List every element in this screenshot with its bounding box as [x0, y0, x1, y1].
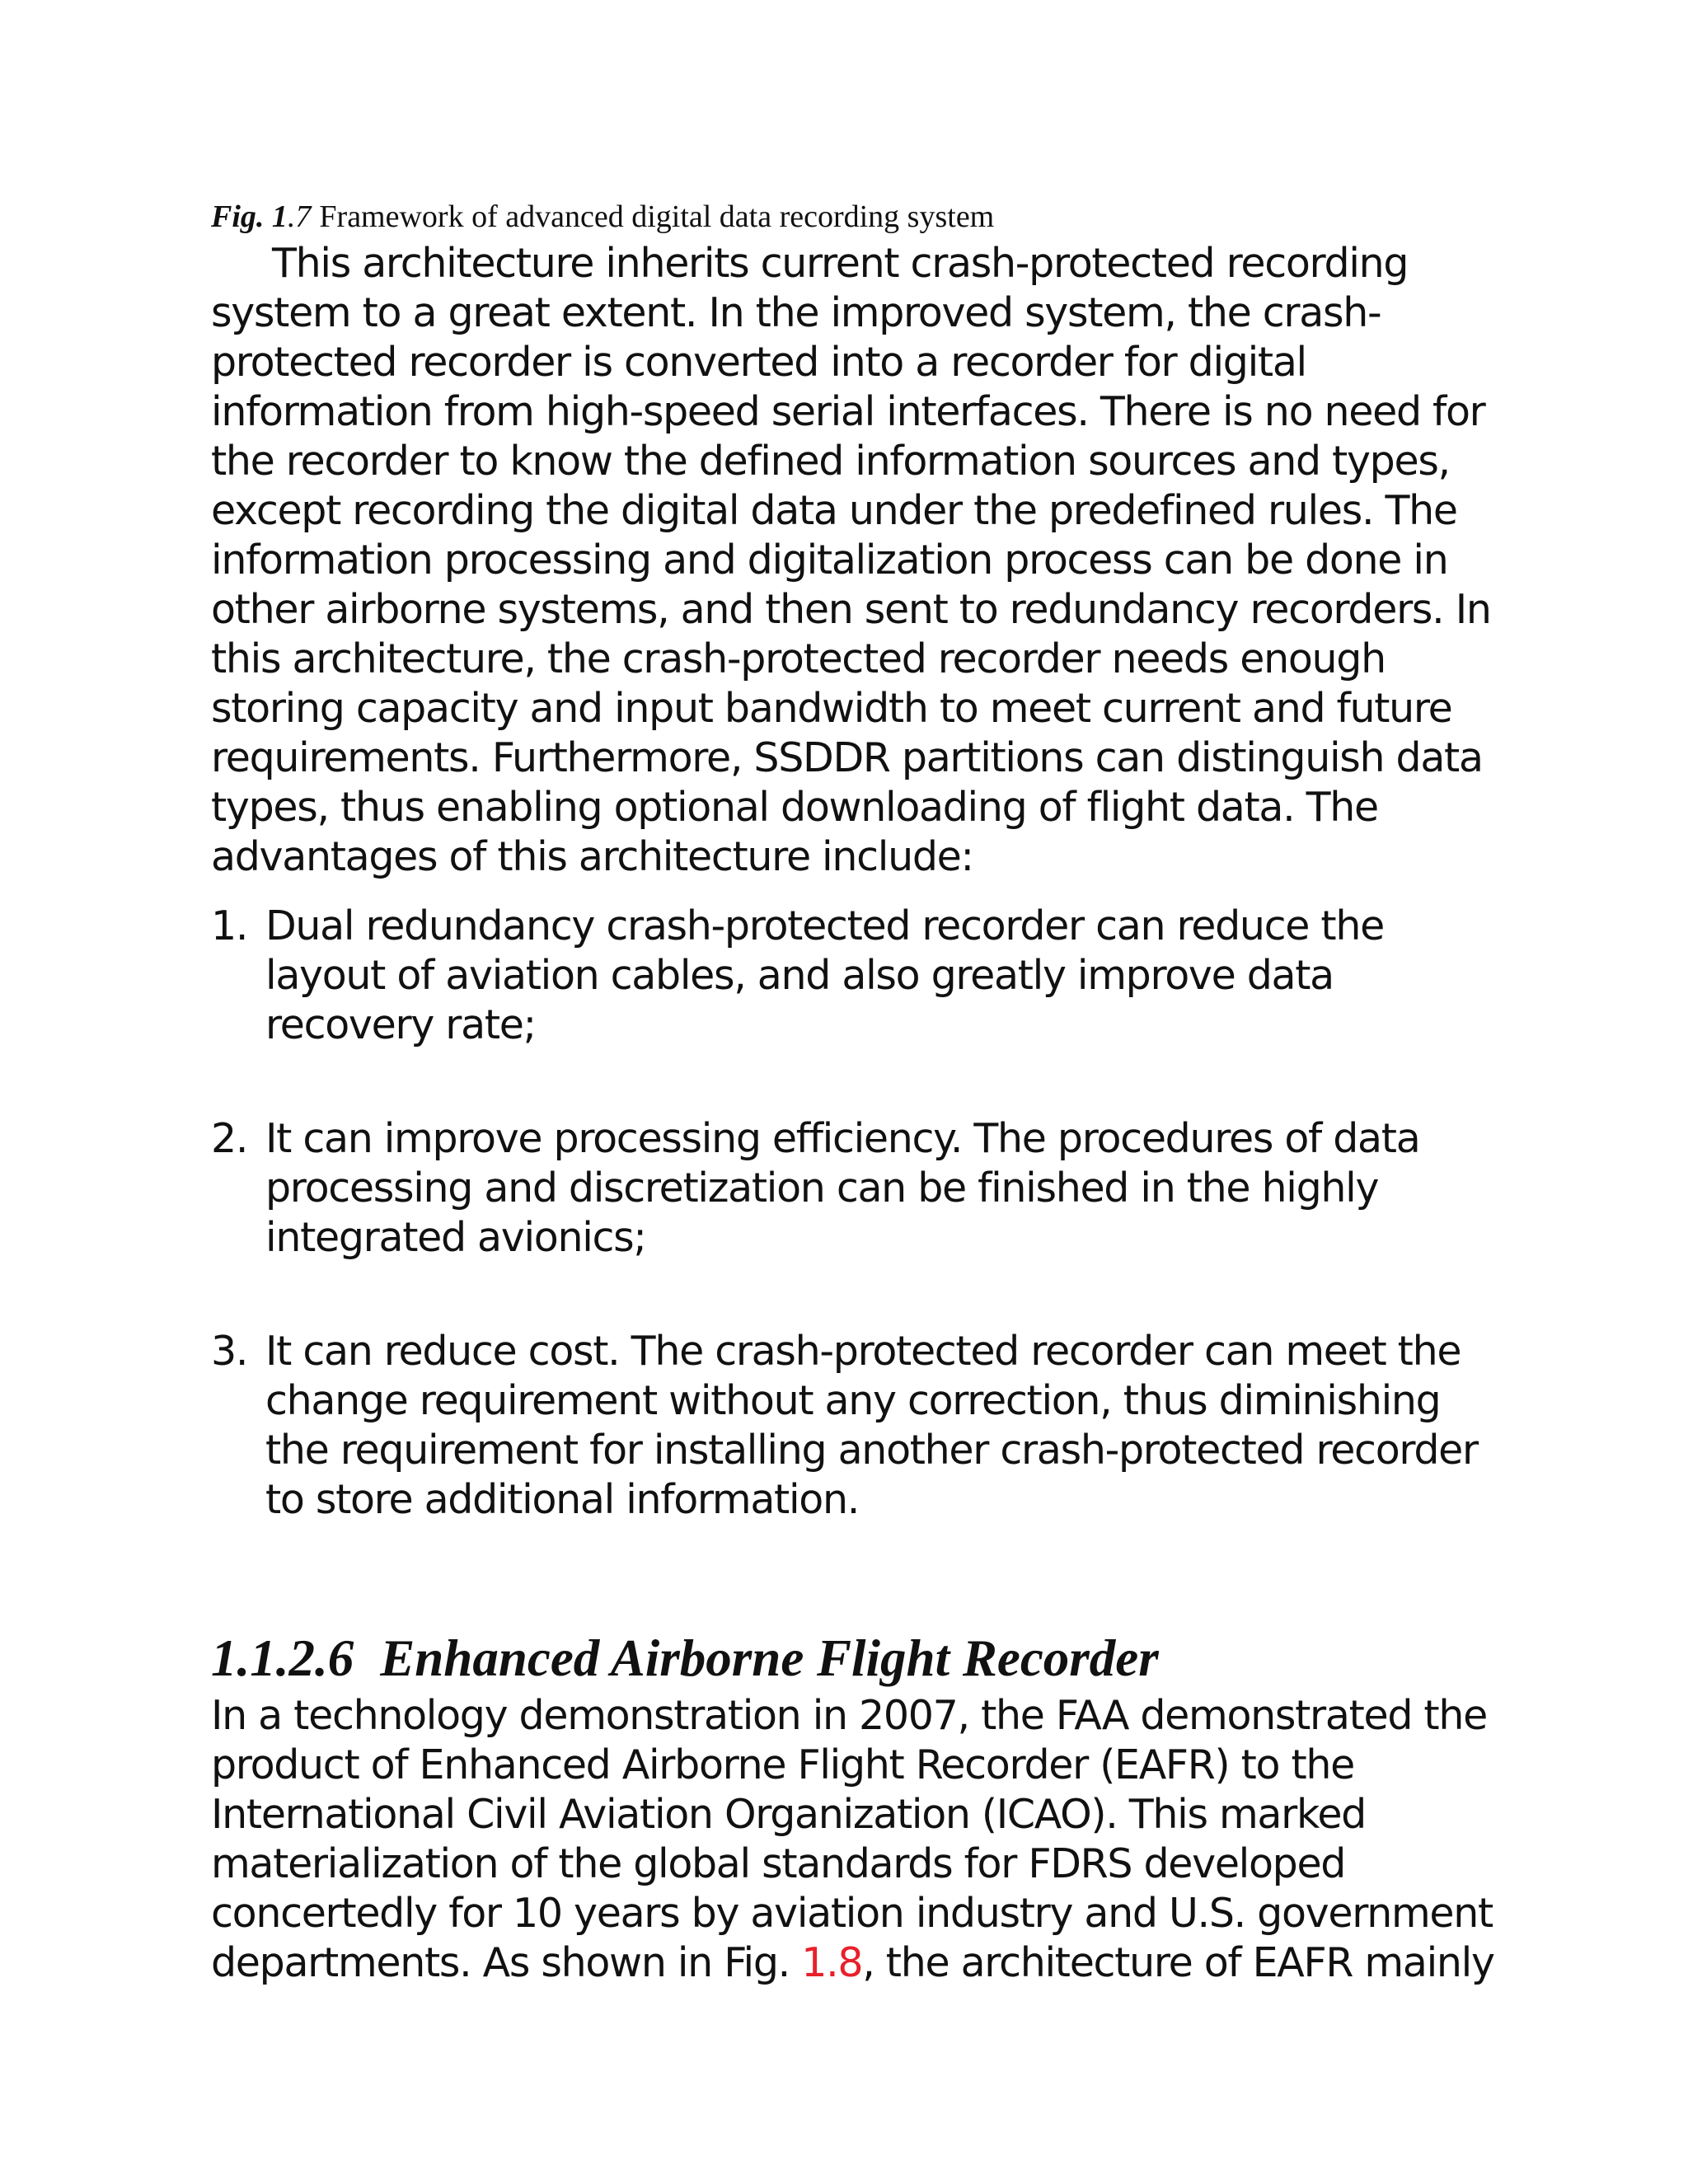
- figure-caption-text: Framework of advanced digital data recording system: [319, 199, 995, 234]
- eafr-paragraph-text-end: , the architecture of EAFR mainly: [862, 1939, 1494, 1986]
- list-item: [211, 902, 1497, 1050]
- list-item-text: Dual redundancy crash-protected recorder can reduce the layout of aviation cables, and also greatly improve data recovery rate;: [265, 902, 1384, 1048]
- list-item-number: 2.: [211, 1115, 248, 1162]
- eafr-paragraph: [211, 1691, 1497, 1988]
- section-number: 1.1.2.6: [211, 1629, 354, 1687]
- list-item-number: 1.: [211, 902, 248, 949]
- list-item: [211, 1114, 1497, 1263]
- figure-caption-number: .7: [287, 199, 312, 234]
- figure-caption-label: Fig. 1: [211, 199, 288, 234]
- list-item-number: 3.: [211, 1328, 248, 1375]
- list-item: [211, 1327, 1497, 1525]
- advantages-list: [211, 902, 1497, 1525]
- eafr-paragraph-text: In a technology demonstration in 2007, the FAA demonstrated the product of Enhanced Airborne Flight Recorder (EAFR) to the International Civil Aviation Organization (ICAO). This marked materialization of the global standards for FDRS developed concertedly for 10 years by aviation industry and U.S. government departments. As shown in Fig.: [211, 1692, 1493, 1986]
- section-title: Enhanced Airborne Flight Recorder: [380, 1629, 1159, 1687]
- page-content: [211, 196, 1497, 1988]
- list-item-text: It can reduce cost. The crash-protected recorder can meet the change requirement without any correction, thus diminishing the requirement for installing another crash-protected recorder to store additional information.: [265, 1328, 1478, 1523]
- section-heading: [211, 1627, 1497, 1690]
- figure-reference-link[interactable]: 1.8: [801, 1939, 863, 1986]
- list-item-text: It can improve processing efficiency. The procedures of data processing and discretization can be finished in the highly integrated avionics;: [265, 1115, 1420, 1261]
- figure-caption: [211, 196, 1497, 237]
- architecture-paragraph: This architecture inherits current crash-protected recording system to a great extent. In the improved system, the crash-protected recorder is converted into a recorder for digital information from high-speed serial interfaces. There is no need for the recorder to know the defined information sources and types, except recording the digital data under the predefined rules. The information processing and digitalization process can be done in other airborne systems, and then sent to redundancy recorders. In this architecture, the crash-protected recorder needs enough storing capacity and input bandwidth to meet current and future requirements. Furthermore, SSDDR partitions can distinguish data types, thus enabling optional downloading of flight data. The advantages of this architecture include:: [211, 240, 1491, 880]
